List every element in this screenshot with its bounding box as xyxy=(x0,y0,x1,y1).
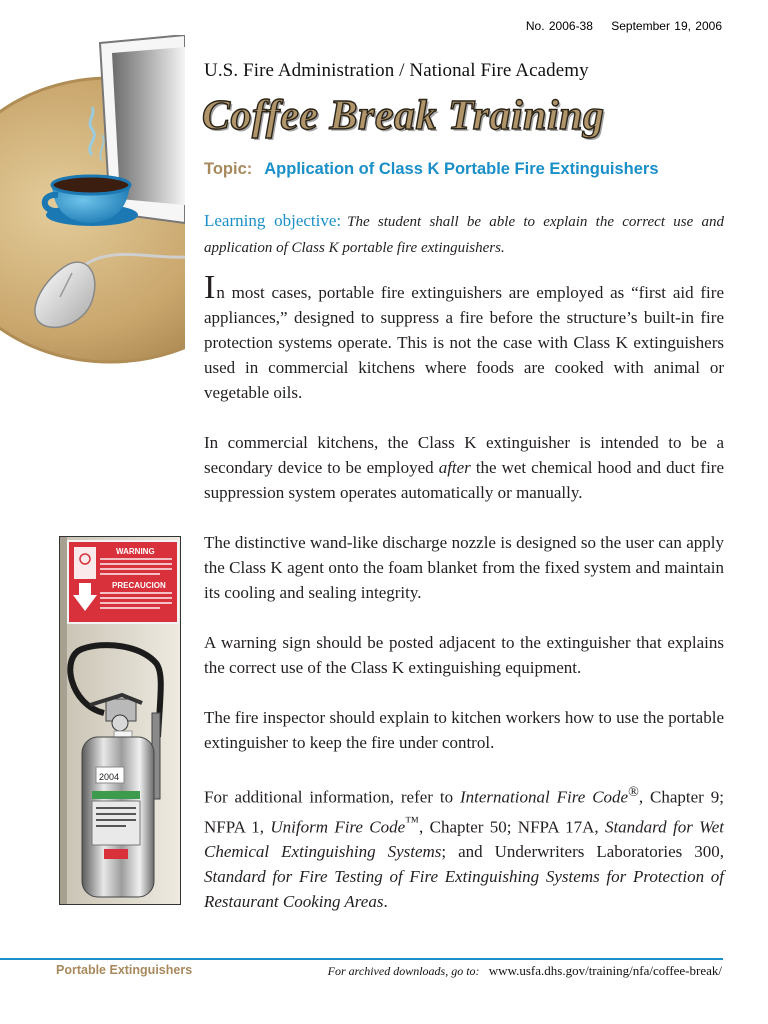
paragraph: The distinctive wand-like discharge nozzle is designed so the user can apply the Class K agent onto the foam blanket from the fixed system and maintain its cooling and sealing integrity. xyxy=(204,533,724,602)
coffee-surface xyxy=(52,176,130,194)
paragraph-text: In commercial kitchens, the Class K extinguisher is intended to be a secondary device to be employed xyxy=(204,433,724,477)
ref-text: ; and Underwriters Laboratories 300, xyxy=(441,842,724,862)
emphasis-text: after xyxy=(438,458,471,477)
paragraph xyxy=(204,269,724,405)
brand-title: Coffee Break Training xyxy=(202,93,605,139)
paragraph: A warning sign should be posted adjacent to the extinguisher that explains the correct use of the Class K extinguishing equipment. xyxy=(204,633,724,677)
footer-rule xyxy=(0,958,723,960)
paragraph-text: the wet chemical hood and duct fire suppression system operates automatically or manually. xyxy=(204,458,725,502)
ref-text: . xyxy=(383,892,388,912)
coffee-computer-illustration xyxy=(0,35,185,370)
extinguisher-photo xyxy=(59,536,181,905)
objective-text: The student shall be able to explain the correct use and application of Class K portable fire extinguishers. xyxy=(204,214,724,256)
topic-label: Topic: xyxy=(204,160,253,178)
ref-text: For additional information, refer to xyxy=(204,787,460,807)
ref-title: Standard for Wet Chemical Extinguishing Systems xyxy=(204,817,725,862)
topic-title: Application of Class K Portable Fire Extinguishers xyxy=(264,160,659,178)
tag-year: 2004 xyxy=(99,772,120,782)
archive-link[interactable]: www.usfa.dhs.gov/training/nfa/coffee-break/ xyxy=(488,963,722,978)
ref-title: International Fire Code xyxy=(460,787,629,807)
references-paragraph xyxy=(204,780,724,914)
topic-line xyxy=(204,160,659,179)
drop-cap: I xyxy=(204,269,216,306)
sign-warning-text: WARNING xyxy=(116,547,155,556)
agency-name: U.S. Fire Administration / National Fire Academy xyxy=(204,60,589,81)
footer-archive xyxy=(328,963,722,979)
extinguisher-photo-art xyxy=(60,537,180,904)
issue-number: No. 2006-38 xyxy=(525,19,593,33)
registered-mark: ® xyxy=(628,784,639,800)
ref-text: , Chapter 9; NFPA 1, xyxy=(204,787,724,837)
paragraph: The fire inspector should explain to kitchen workers how to use the portable extinguisher to keep the fire under control. xyxy=(204,708,724,752)
objective-label: Learning objective: xyxy=(204,211,342,230)
ref-text: , Chapter 50; NFPA 17A, xyxy=(419,817,605,837)
article-body xyxy=(204,269,725,939)
footer-section: Portable Extinguishers xyxy=(56,963,193,977)
issue-info xyxy=(526,19,722,33)
paragraph xyxy=(204,430,724,505)
sign-precaution-text: PRECAUCION xyxy=(112,581,166,590)
learning-objective xyxy=(204,208,724,261)
paragraph-text: n most cases, portable fire extinguishers are employed as “first aid fire appliances,” designed to suppress a fire before the structure’s built-in fire protection systems operate. This is not the case with Class K extinguishers used in commercial kitchens where foods are cooked with animal or vegetable oils. xyxy=(204,283,724,402)
archive-label: For archived downloads, go to: xyxy=(327,964,480,978)
issue-date: September 19, 2006 xyxy=(611,19,722,33)
ref-title: Standard for Fire Testing of Fire Extinguishing Systems for Protection of Restaurant Cooking Areas xyxy=(204,867,724,912)
trademark-mark: ™ xyxy=(405,813,420,830)
ref-title: Uniform Fire Code xyxy=(270,817,406,837)
